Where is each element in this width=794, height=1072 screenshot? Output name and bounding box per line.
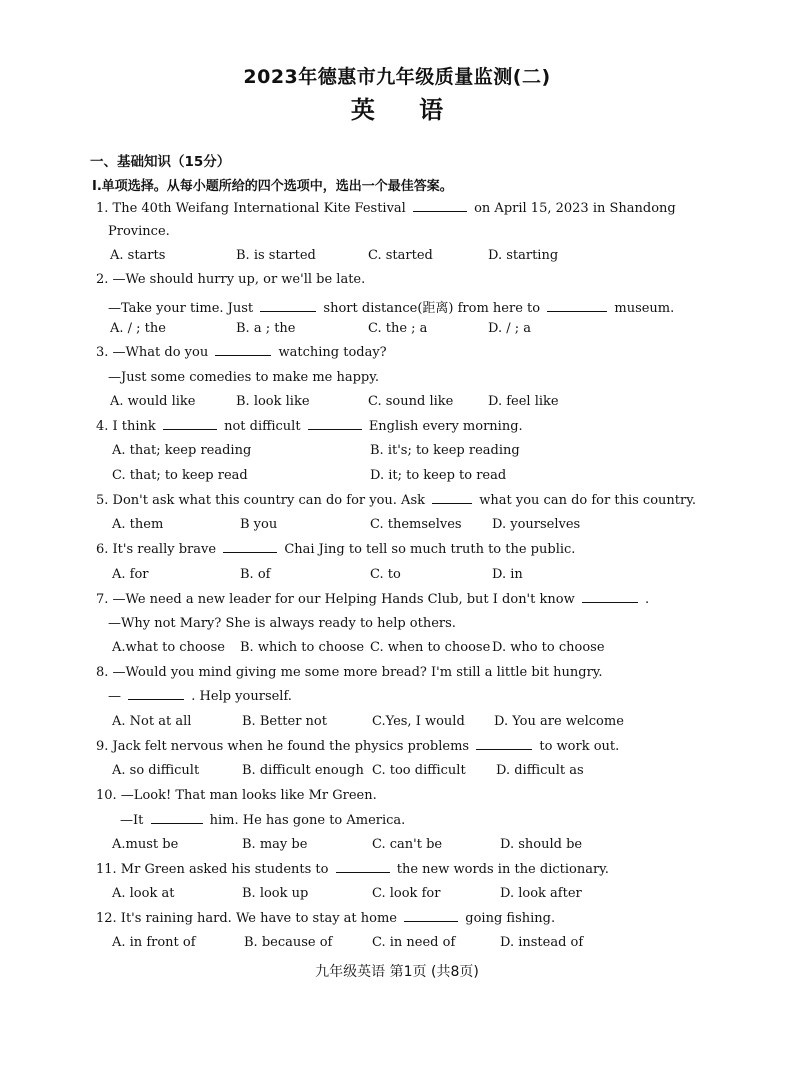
q10-option-b: B. may be <box>242 837 308 852</box>
q3-option-b: B. look like <box>236 394 310 409</box>
q11-option-a: A. look at <box>112 886 175 901</box>
q8-option-c: C.Yes, I would <box>372 714 465 729</box>
answer-blank <box>582 601 638 603</box>
q9-option-d: D. difficult as <box>496 763 584 778</box>
question-3-line2: —Just some comedies to make me happy. <box>108 370 380 385</box>
question-5-stem: 5. Don't ask what this country can do for you. Ask what you can do for this country. <box>96 493 696 508</box>
question-1-stem: 1. The 40th Weifang International Kite Festival on April 15, 2023 in Shandong <box>96 201 676 216</box>
q10-option-d: D. should be <box>500 837 583 852</box>
question-12-stem: 12. It's raining hard. We have to stay at home going fishing. <box>96 911 556 926</box>
question-9-stem: 9. Jack felt nervous when he found the physics problems to work out. <box>96 739 620 754</box>
q5-option-a: A. them <box>112 517 164 532</box>
page-footer: 九年级英语 第1页 (共8页) <box>315 964 479 980</box>
question-8-stem: 8. —Would you mind giving me some more bread? I'm still a little bit hungry. <box>96 665 603 680</box>
answer-blank <box>413 210 467 212</box>
answer-blank <box>308 428 362 430</box>
exam-title: 2023年德惠市九年级质量监测(二) <box>243 66 551 88</box>
q12-option-a: A. in front of <box>112 935 196 950</box>
q6-option-a: A. for <box>112 567 149 582</box>
q7-option-b: B. which to choose <box>240 640 365 655</box>
question-10-line2: —It him. He has gone to America. <box>120 813 406 828</box>
q12-option-b: B. because of <box>244 935 333 950</box>
q6-option-d: D. in <box>492 567 523 582</box>
q7-option-a: A.what to choose <box>112 640 225 655</box>
question-11-stem: 11. Mr Green asked his students to the new words in the dictionary. <box>96 862 609 877</box>
q1-option-a: A. starts <box>110 248 166 263</box>
answer-blank <box>128 698 184 700</box>
q10-option-a: A.must be <box>112 837 179 852</box>
question-3-stem: 3. —What do you watching today? <box>96 345 387 360</box>
q10-option-c: C. can't be <box>372 837 443 852</box>
q9-option-b: B. difficult enough <box>242 763 364 778</box>
subject-title: 英 语 <box>350 96 462 124</box>
q6-option-c: C. to <box>370 567 401 582</box>
q12-option-d: D. instead of <box>500 935 584 950</box>
section-heading: 一、基础知识（15分） <box>90 154 231 170</box>
answer-blank <box>260 310 316 312</box>
q3-option-d: D. feel like <box>488 394 559 409</box>
q4-option-b: B. it's; to keep reading <box>370 443 520 458</box>
question-1-continuation: Province. <box>108 224 170 239</box>
q11-option-b: B. look up <box>242 886 309 901</box>
q3-option-c: C. sound like <box>368 394 454 409</box>
q2-option-d: D. / ; a <box>488 321 531 336</box>
q3-option-a: A. would like <box>110 394 196 409</box>
section-instruction: Ⅰ.单项选择。从每小题所给的四个选项中，选出一个最佳答案。 <box>92 179 453 194</box>
q5-option-d: D. yourselves <box>492 517 581 532</box>
question-8-line2: — . Help yourself. <box>108 689 292 704</box>
question-4-stem: 4. I think not difficult English every morning. <box>96 419 523 434</box>
answer-blank <box>151 822 203 824</box>
q1-option-c: C. started <box>368 248 433 263</box>
q5-option-c: C. themselves <box>370 517 462 532</box>
q12-option-c: C. in need of <box>372 935 456 950</box>
q11-option-c: C. look for <box>372 886 441 901</box>
question-6-stem: 6. It's really brave Chai Jing to tell so much truth to the public. <box>96 542 576 557</box>
answer-blank <box>336 871 390 873</box>
q4-option-c: C. that; to keep read <box>112 468 248 483</box>
answer-blank <box>476 748 532 750</box>
q9-option-c: C. too difficult <box>372 763 466 778</box>
answer-blank <box>215 354 271 356</box>
answer-blank <box>163 428 217 430</box>
q2-option-b: B. a ; the <box>236 321 296 336</box>
answer-blank <box>223 551 277 553</box>
q4-option-d: D. it; to keep to read <box>370 468 507 483</box>
answer-blank <box>404 920 458 922</box>
question-7-stem: 7. —We need a new leader for our Helping Hands Club, but I don't know . <box>96 592 650 607</box>
q8-option-a: A. Not at all <box>112 714 192 729</box>
q2-option-c: C. the ; a <box>368 321 428 336</box>
q7-option-d: D. who to choose <box>492 640 605 655</box>
question-7-line2: —Why not Mary? She is always ready to help others. <box>108 616 456 631</box>
q4-option-a: A. that; keep reading <box>112 443 252 458</box>
q8-option-b: B. Better not <box>242 714 327 729</box>
q9-option-a: A. so difficult <box>112 763 200 778</box>
question-2-stem: 2. —We should hurry up, or we'll be late. <box>96 272 366 287</box>
question-2-line2: —Take your time. Just short distance(距离) from here to museum. <box>108 301 675 316</box>
q1-option-d: D. starting <box>488 248 559 263</box>
q6-option-b: B. of <box>240 567 271 582</box>
q11-option-d: D. look after <box>500 886 582 901</box>
answer-blank <box>432 502 472 504</box>
question-10-stem: 10. —Look! That man looks like Mr Green. <box>96 788 377 803</box>
q8-option-d: D. You are welcome <box>494 714 624 729</box>
q2-option-a: A. / ; the <box>110 321 166 336</box>
q7-option-c: C. when to choose <box>370 640 491 655</box>
answer-blank <box>547 310 607 312</box>
q1-option-b: B. is started <box>236 248 316 263</box>
q5-option-b: B you <box>240 517 278 532</box>
